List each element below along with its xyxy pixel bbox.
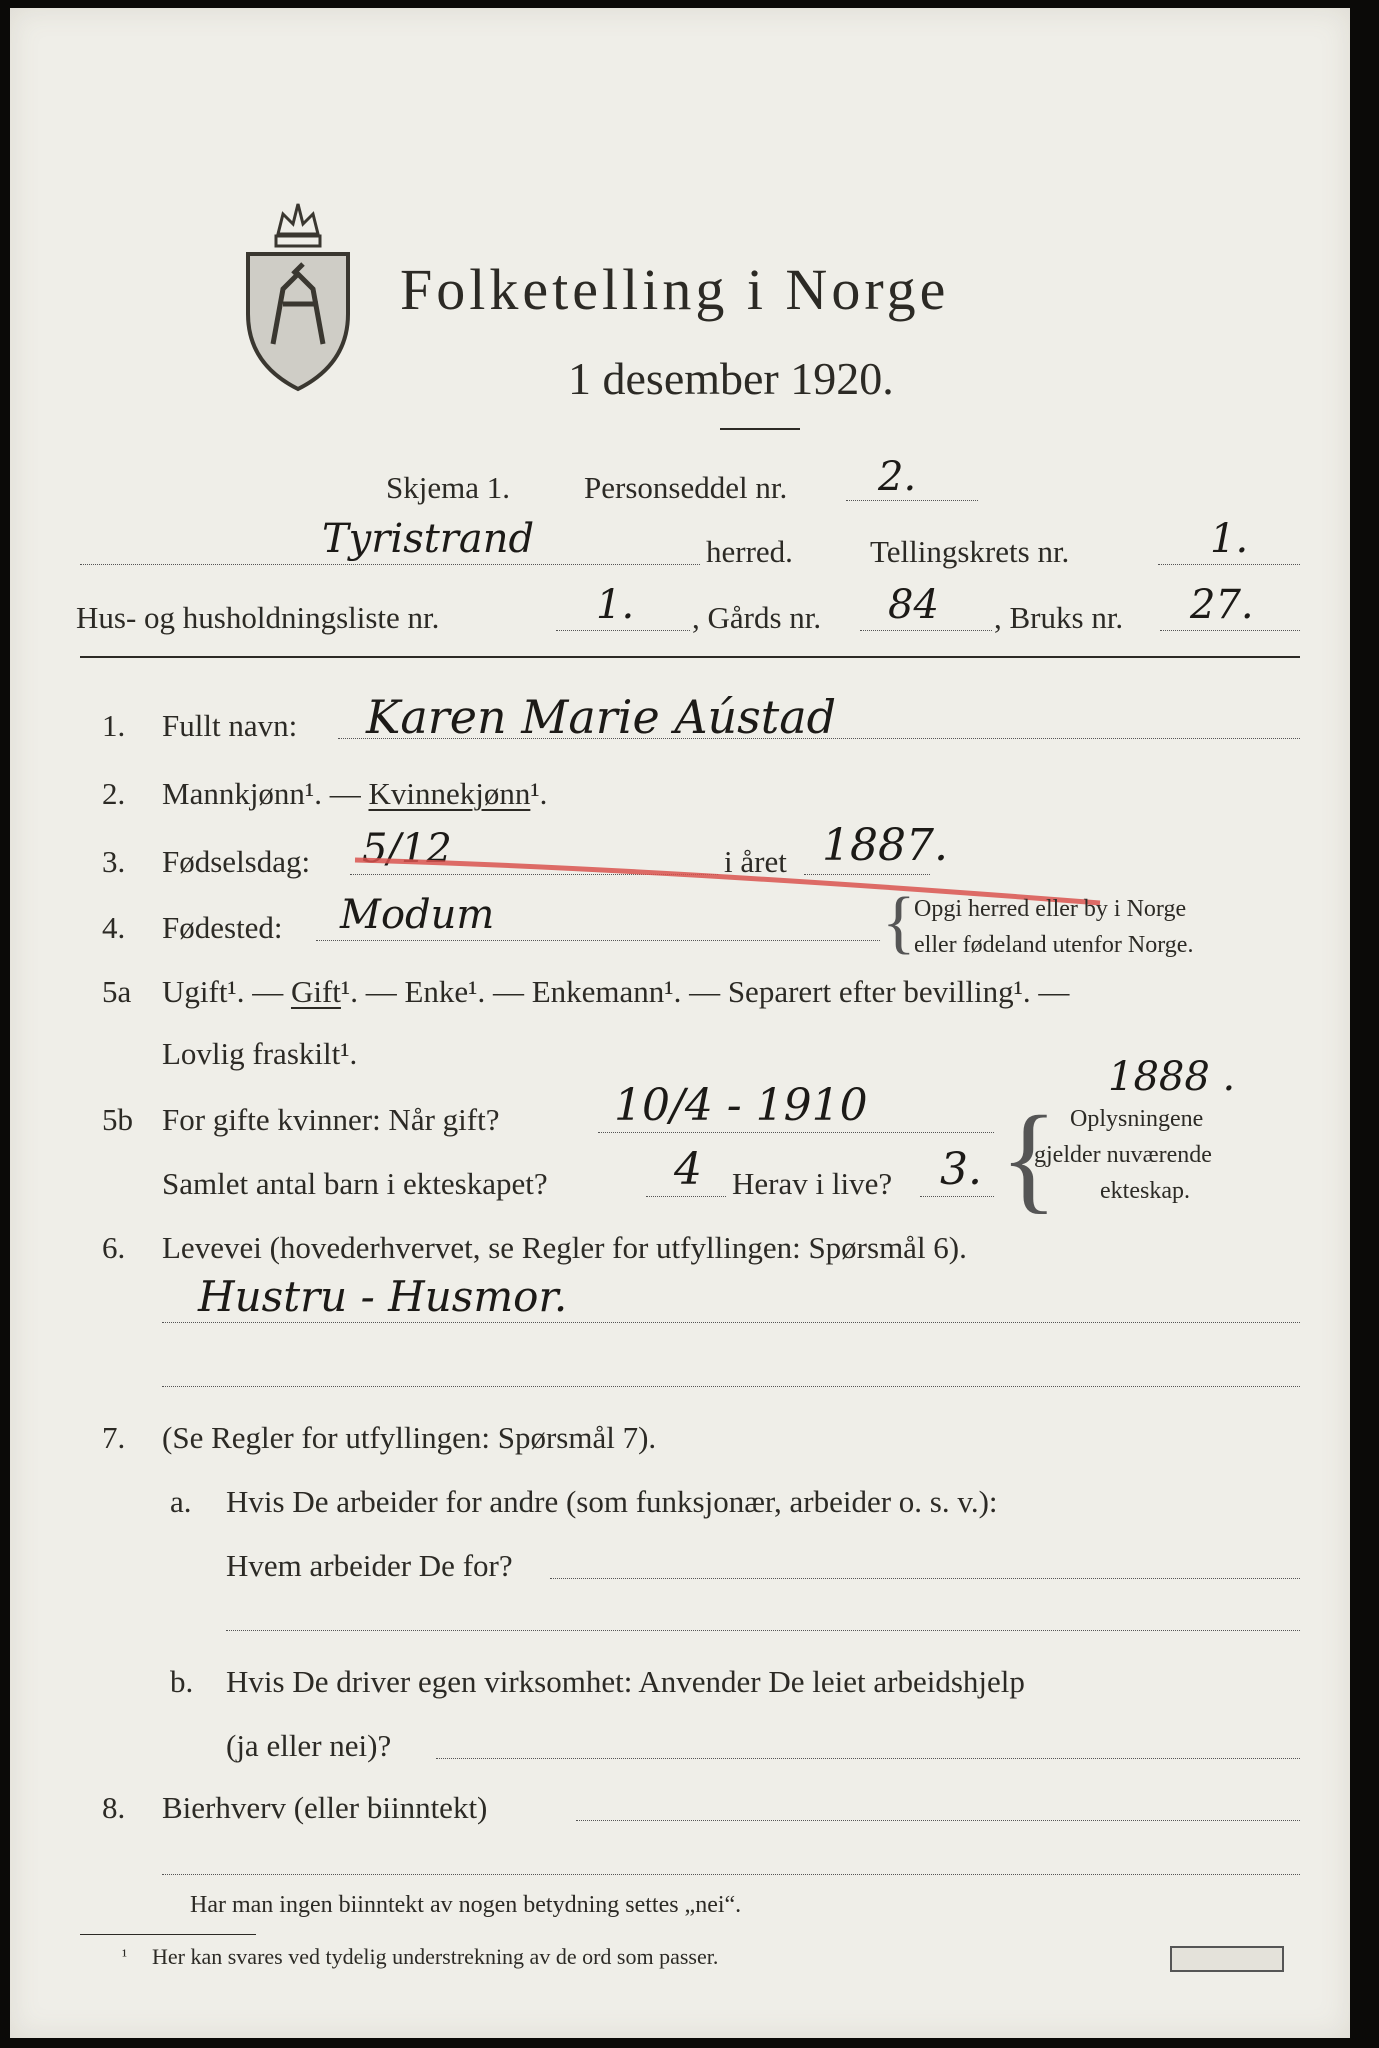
q7b-line2: (ja eller nei)? [226, 1728, 392, 1763]
skjema-label: Skjema 1. [386, 470, 510, 505]
form-date: 1 desember 1920. [568, 353, 894, 404]
gards-value: 84 [888, 582, 939, 628]
q6-label: Levevei (hovederhvervet, se Regler for utfyllingen: Spørsmål 6). [162, 1230, 967, 1265]
q3-label: Fødselsdag: [162, 844, 311, 879]
q5a-number: 5a [102, 974, 132, 1009]
q1-number: 1. [102, 708, 126, 743]
herred-value: Tyristrand [322, 516, 535, 562]
personseddel-label: Personseddel nr. [584, 470, 788, 505]
q7-label: (Se Regler for utfyllingen: Spørsmål 7). [162, 1420, 657, 1455]
title-divider [720, 428, 800, 430]
q8-note: Har man ingen biinntekt av nogen betydning settes „nei“. [190, 1892, 742, 1918]
male-option: Mannkjønn¹. — [162, 776, 361, 811]
husliste-label: Hus- og husholdningsliste nr. [76, 600, 440, 635]
gift-option: Gift [290, 974, 341, 1009]
header-divider [80, 656, 1300, 658]
alive-label: Herav i live? [732, 1166, 893, 1201]
form-title: Folketelling i Norge [400, 257, 950, 322]
q8-number: 8. [102, 1790, 126, 1825]
q4-label: Fødested: [162, 910, 283, 945]
q2-number: 2. [102, 776, 126, 811]
q7b-label: Hvis De driver egen virksomhet: Anvender De leiet arbeidshjelp [226, 1664, 1025, 1699]
q3-number: 3. [102, 844, 126, 879]
alive-value: 3. [940, 1144, 982, 1195]
footnote-text: Her kan svares ved tydelig understrekning av de ord som passer. [152, 1944, 719, 1969]
marriage-date-value: 10/4 - 1910 [614, 1080, 868, 1131]
children-value: 4 [674, 1144, 702, 1195]
q7b-answer-line [436, 1758, 1300, 1759]
q8-answer-line [576, 1820, 1300, 1821]
q7a-letter: a. [170, 1484, 192, 1519]
q7b-letter: b. [170, 1664, 194, 1699]
q2-options [162, 776, 547, 812]
q5b-number: 5b [102, 1102, 133, 1137]
q7-number: 7. [102, 1420, 126, 1455]
bruks-label: , Bruks nr. [994, 600, 1124, 635]
q5b-label: For gifte kvinner: Når gift? [162, 1102, 500, 1137]
herred-label: herred. [706, 534, 793, 569]
birthdate-value: 5/12 [362, 826, 452, 872]
tellingskrets-label: Tellingskrets nr. [870, 534, 1070, 569]
children-label: Samlet antal barn i ekteskapet? [162, 1166, 548, 1201]
q5a-rest: ¹. — Enke¹. — Enkemann¹. — Separert efter bevilling¹. — [340, 974, 1070, 1009]
female-option: Kvinnekjønn [368, 776, 531, 811]
q7a-answer-line [550, 1578, 1300, 1579]
birthplace-value: Modum [340, 892, 495, 938]
tellingskrets-value: 1. [1210, 516, 1249, 562]
husliste-value: 1. [596, 582, 635, 628]
q5a-options [162, 974, 1069, 1010]
q5b-extra-year: 1888 . [1108, 1054, 1236, 1100]
q5a-line2: Lovlig fraskilt¹. [162, 1036, 358, 1071]
q7a-line2: Hvem arbeider De for? [226, 1548, 513, 1583]
q5b-note-3: ekteskap. [1100, 1178, 1190, 1204]
birthyear-value: 1887. [822, 820, 948, 871]
bruks-value: 27. [1190, 582, 1254, 628]
coat-of-arms-icon [238, 194, 358, 394]
q5b-note-1: Oplysningene [1070, 1106, 1204, 1132]
ugift-option: Ugift¹. — [162, 974, 284, 1009]
full-name-value: Karen Marie Aústad [366, 690, 837, 744]
census-form: Folketelling i Norge 1 desember 1920. Skjema 1. Personseddel nr. 2. Tyristrand herred. Tellingskrets nr. 1. Hus- og husholdningsliste nr. 1. , Gårds nr. 84 , Bruks nr. 27. 1. Fullt navn: Karen Marie Aústad 2. Mannkjønn¹. — Kvinnekjønn¹. 3. Fødselsdag: 5/12 i året 1887. 4. Fødested: Modum { Opgi herred eller by i Norge eller fødeland utenfor Norge. 5a Ugift¹. — Gift¹. — Enke¹. — Enkemann¹. — Separert efter bevilling¹. — Lovlig fraskilt¹. 1888 . 5b For gifte kvinner: Når gift? 10/4 - 1910 Samlet antal barn i ekteskapet? 4 Herav i live? 3. { Oplysningene gjelder nuværende ekteskap. 6. Levevei (hovederhvervet, se Regler for utfyllingen: Spørsmål 6). Hustru - Husmor. 7. (Se Regler for utfyllingen: Spørsmål 7). a. Hvis De arbeider for andre (som funksjonær, arbeider o. s. v.): Hvem arbeider De for? b. Hvis De driver egen virksomhet: Anvender De leiet arbeidshjelp (ja eller nei)? 8. Bierhverv (eller biinntekt) Har man ingen biinntekt av nogen betydning settes „nei“. ¹ Her kan svares ved tydelig understrekning av de ord som passer. [10, 8, 1350, 2038]
female-sup: ¹. [530, 776, 548, 811]
q4-note-1: Opgi herred eller by i Norge [914, 896, 1187, 922]
personseddel-value: 2. [878, 454, 917, 500]
q6-number: 6. [102, 1230, 126, 1265]
q7a-label: Hvis De arbeider for andre (som funksjonær, arbeider o. s. v.): [226, 1484, 998, 1519]
q3-year-label: i året [724, 844, 787, 879]
occupation-value: Hustru - Husmor. [198, 1272, 568, 1321]
q5b-note-2: gjelder nuværende [1034, 1142, 1212, 1168]
printer-stamp [1170, 1946, 1284, 1972]
footnote-mark: ¹ [122, 1946, 128, 1965]
q8-label: Bierhverv (eller biinntekt) [162, 1790, 488, 1825]
q1-label: Fullt navn: [162, 708, 298, 743]
q4-note-2: eller fødeland utenfor Norge. [914, 932, 1194, 958]
gards-label: , Gårds nr. [692, 600, 822, 635]
q4-number: 4. [102, 910, 126, 945]
